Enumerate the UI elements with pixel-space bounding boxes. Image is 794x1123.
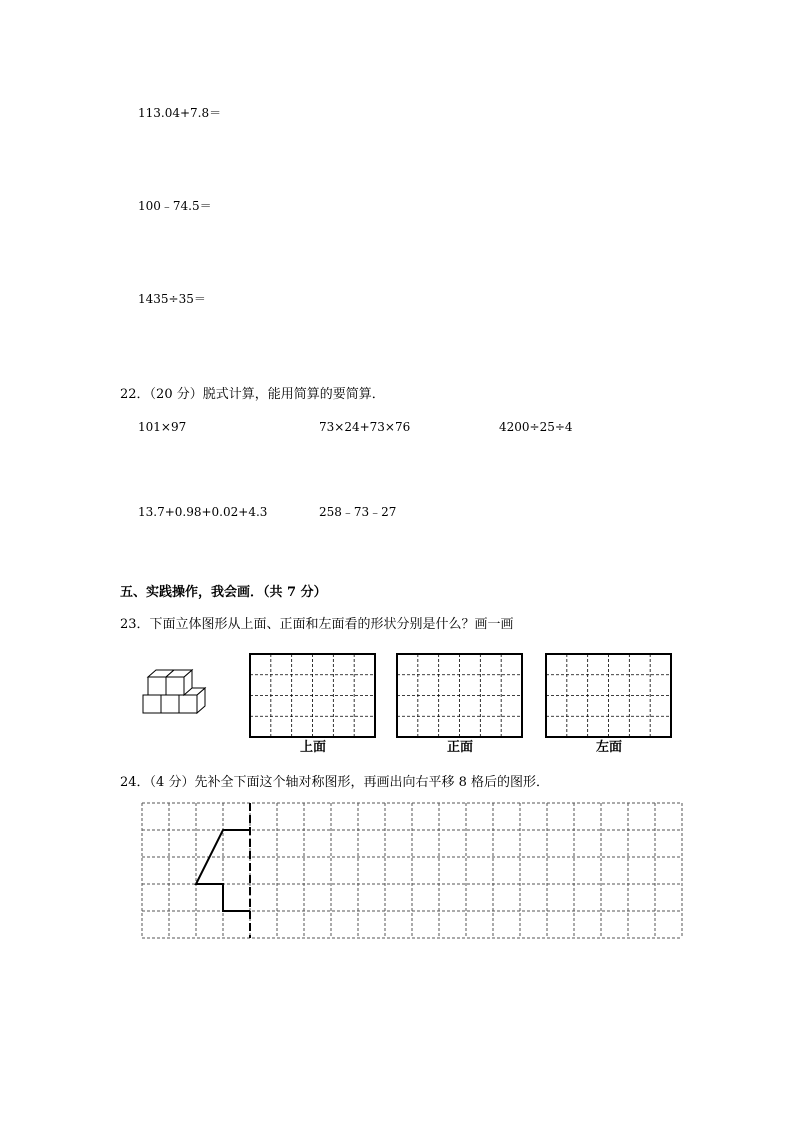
q22-expression: 73×24+73×76 <box>319 420 411 434</box>
q22-expression: 101×97 <box>138 420 187 434</box>
grid-label-left-view: 左面 <box>595 740 622 755</box>
q24-grid <box>142 803 682 938</box>
q22-expression: 13.7+0.98+0.02+4.3 <box>138 505 268 519</box>
question-24-heading: 24．（4 分）先补全下面这个轴对称图形，再画出向右平移 8 格后的图形． <box>120 775 549 790</box>
question-22-heading: 22．（20 分）脱式计算，能用简算的要简算． <box>120 387 385 402</box>
calc-item-2: 100﹣74.5＝ <box>138 199 212 213</box>
calc-item-1: 113.04+7.8＝ <box>138 106 222 120</box>
view-grid-3 <box>546 654 671 737</box>
section-5-heading: 五、实践操作，我会画．（共 7 分） <box>120 585 327 600</box>
view-grid-2 <box>397 654 522 737</box>
grid-label-top-view: 上面 <box>299 740 326 755</box>
cube-figure <box>143 670 205 713</box>
view-grids <box>250 654 671 737</box>
calc-item-3: 1435÷35＝ <box>138 292 206 306</box>
grid-label-front-view: 正面 <box>446 740 473 755</box>
q22-expression: 4200÷25÷4 <box>499 420 573 434</box>
view-grid-1 <box>250 654 375 737</box>
question-23-heading: 23．下面立体图形从上面、正面和左面看的形状分别是什么？画一画 <box>120 617 514 632</box>
q22-expression: 258﹣73﹣27 <box>319 505 397 519</box>
